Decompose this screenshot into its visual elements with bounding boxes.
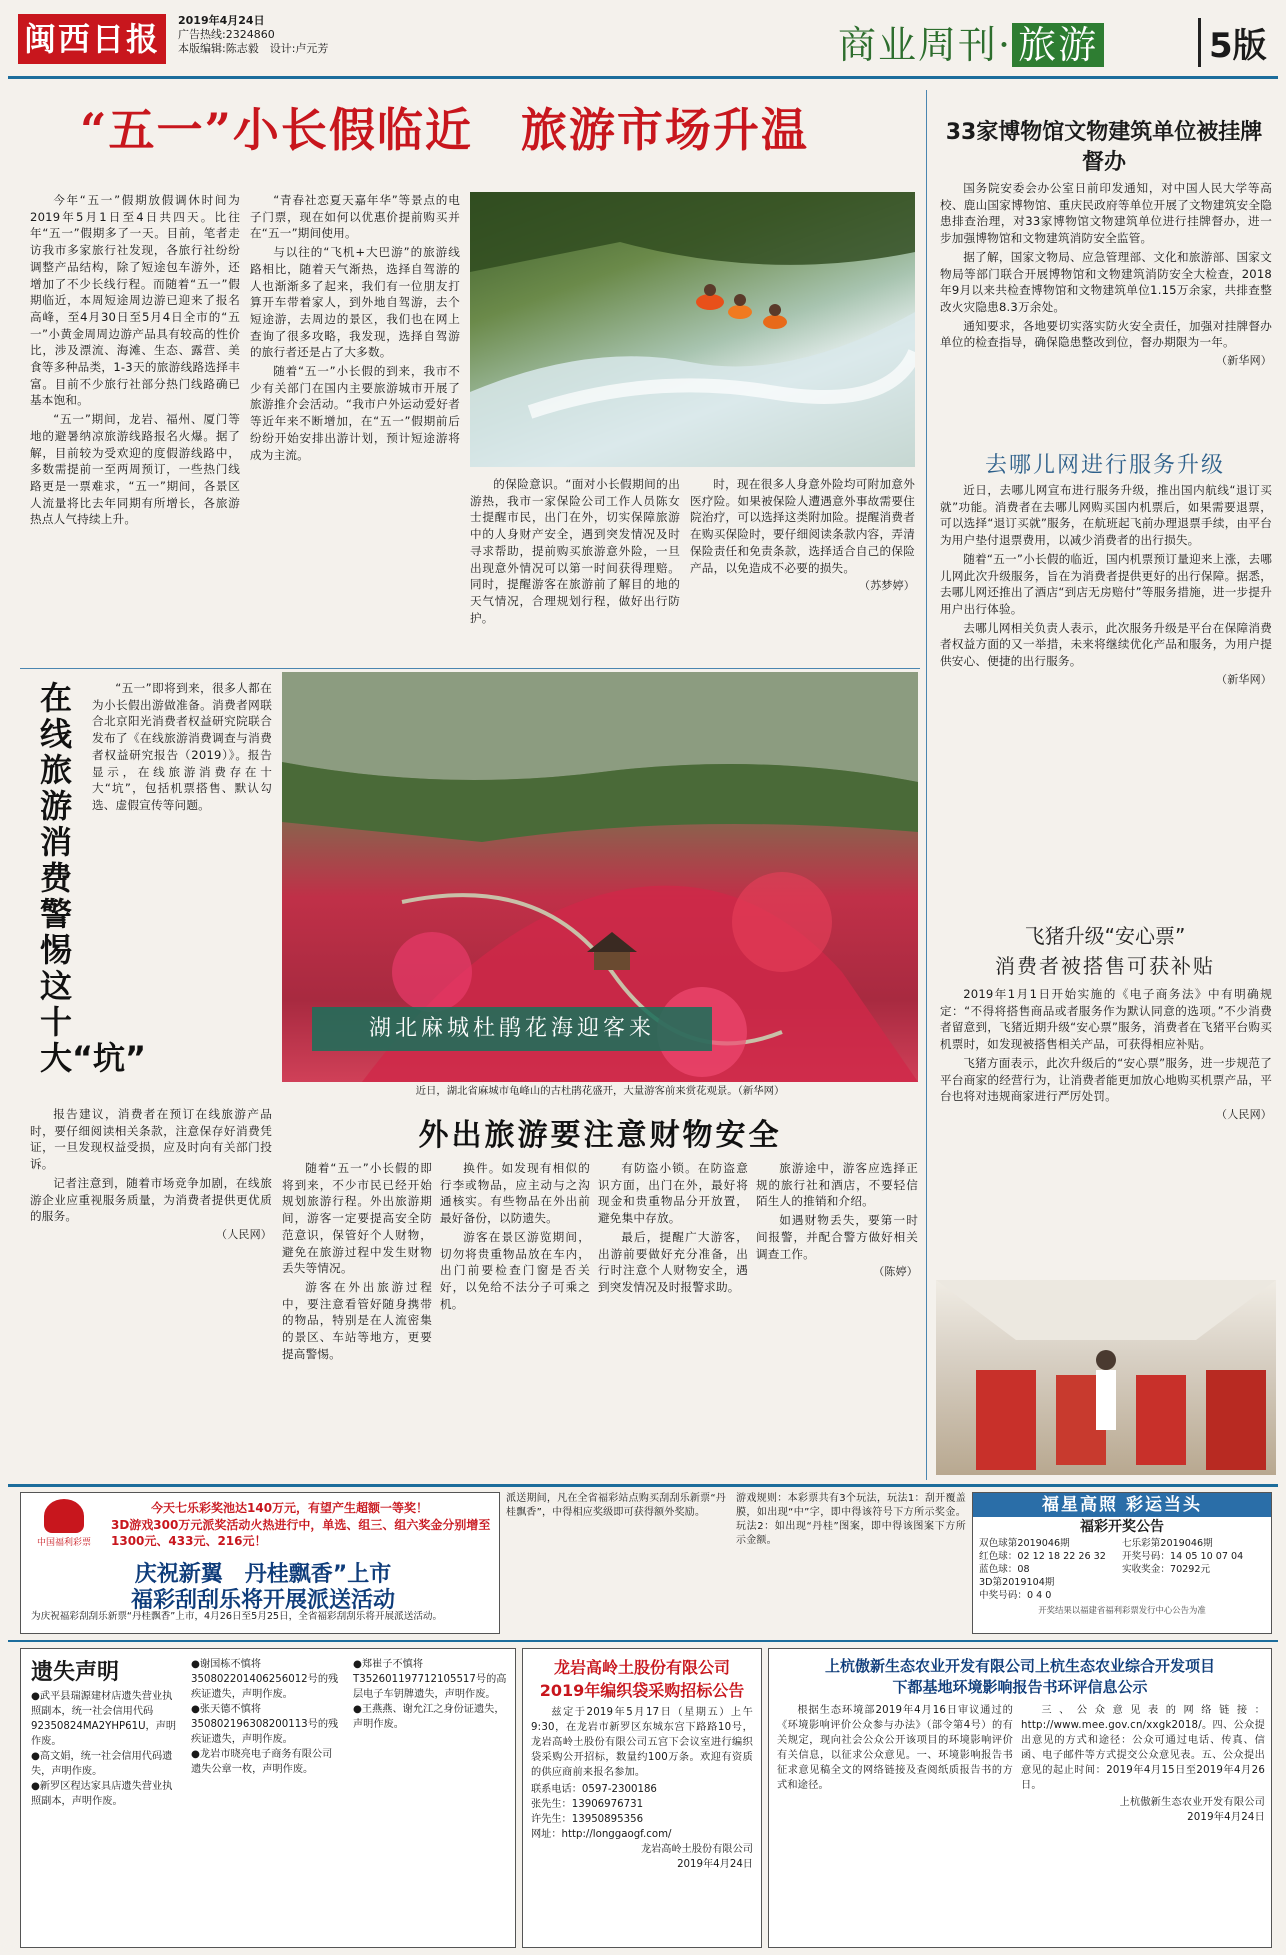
bid-body: 兹定于2019年5月17日（星期五）上午9:30，在龙岩市新罗区东城东宫下路路10号，龙岩高岭土股份有限公司五宫下会议室进行编织袋采购公开招标，数量约100万条。欢迎有资质的供应商前来报名参加。 <box>531 1707 753 1778</box>
rafting-illustration <box>470 192 915 467</box>
paragraph: 的保险意识。“面对小长假期间的出游热，我市一家保险公司工作人员陈女士提醒市民，出门在外，切实保障旅游中的人身财产安全，遇到突发情况及时寻求帮助，提前购买旅游意外险，一旦出现意外情况可以第一时间获得理赔。同时，提醒游客在旅游前了解目的地的天气情况，合理规划行程，做好出行防护。 <box>470 477 680 625</box>
lost-item: ●高文娟，统一社会信用代码遗失，声明作废。 <box>31 1751 173 1777</box>
bid-contact: 联系电话：0597-2300186 <box>531 1784 657 1795</box>
museum-article-body <box>940 180 1272 430</box>
paragraph: 与以往的“飞机+大巴游”的旅游线路相比，随着天气渐热，选择自驾游的人也渐渐多了起来，我们有一位朋友打算开车带着家人，到外地自驾游，去个短途游，去周边的景区，我们也在网上查询了很多攻略，我发现，选择自驾游的旅行者还是占了大多数。 <box>250 245 460 360</box>
safety-headline: 外出旅游要注意财物安全 <box>418 1118 782 1153</box>
paragraph: 换件。如发现有相似的行李或物品，应主动与之沟通核实。有些物品在外出前最好备份，以防遗失。 <box>440 1161 590 1226</box>
welfare-note: 为庆祝福彩刮刮乐新票“丹桂飘香”上市，4月26日至5月25日，全省福彩刮刮乐将开展派送活动。 <box>31 1611 443 1622</box>
paragraph: 随着“五一”小长假的到来，我市不少有关部门在国内主要旅游城市开展了旅游推介会活动。“我市户外运动爱好者等近年来不断增加，在“五一”假期前后纷纷开始安排出游计划，预计短途游将成为主流。 <box>250 364 460 462</box>
lottery-row: 红色球：02 12 18 22 26 32 <box>979 1551 1106 1562</box>
lottery-results <box>972 1492 1272 1634</box>
lottery-footer: 开奖结果以福建省福利彩票发行中心公告为准 <box>1038 1605 1206 1615</box>
paragraph: 如遇财物丢失，要第一时间报警，并配合警方做好相关调查工作。 <box>756 1213 918 1261</box>
bid-contact: 许先生：13950895356 <box>531 1814 644 1825</box>
bid-contact: 张先生：13906976731 <box>531 1799 644 1810</box>
paragraph: 国务院安委会办公室日前印发通知，对中国人民大学等高校、鹿山国家博物馆、重庆民政府等单位开展了文物建筑安全隐患排查治理，对33家博物馆文物建筑单位进行挂牌督办，进一步加强博物馆和文物建筑消防安全监管。 <box>940 181 1272 246</box>
lost-item: ●新罗区程达家具店遗失营业执照副本，声明作废。 <box>31 1781 173 1807</box>
paragraph: “五一”期间，龙岩、福州、厦门等地的避暑纳凉旅游线路报名火爆。据了解，目前较为受欢迎的度假游线路中，多数需提前一至两周预订，一些热门线路更是一票难求，“五一”期间，各景区人流量将比去年同期有所增长，各旅游热点人气持续上升。 <box>30 412 240 527</box>
page-number: 5版 <box>1198 18 1267 67</box>
welfare-slogan: 今天七乐彩奖池达140万元，有望产生超额一等奖！ <box>151 1501 429 1515</box>
paragraph: 最后，提醒广大游客，出游前要做好充分准备，出行时注意个人财物安全，遇到突发情况及时报警求助。 <box>598 1229 748 1294</box>
env-body-2: 三、公众意见表的网络链接：http://www.mee.gov.cn/xxgk2018/。四、公众提出意见的方式和途径：公众可通过电话、传真、信函、电子邮件等方式提交公众意见表。五、公众提出意见的起止时间：2019年4月15日至2019年4月26日。 <box>1021 1705 1265 1791</box>
investigation-body <box>92 680 272 1100</box>
newspaper-logo: 闽西日报 <box>18 14 166 64</box>
lost-item: ●龙岩市晓亮电子商务有限公司遗失公章一枚，声明作废。 <box>191 1749 333 1775</box>
paragraph: 飞猪方面表示，此次升级后的“安心票”服务，进一步规范了平台商家的经营行为，让消费者能更加放心地购买机票产品，平台也将对违规商家进行严厉处罚。 <box>940 1055 1272 1104</box>
subsection-name: 旅游 <box>1012 23 1104 67</box>
lead-headline: “五一”小长假临近 旅游市场升温 <box>80 103 809 157</box>
paragraph: 近日，去哪儿网宣布进行服务升级，推出国内航线“退订买就”功能。消费者在去哪儿网购买国内机票后，如果需要退票，可以选择“退订买就”服务，在航班起飞前办理退票手续，由平台为用户垫付退票费用，以减少消费者的出行损失。 <box>940 483 1272 548</box>
bid-signature: 龙岩高岭土股份有限公司 <box>640 1844 753 1855</box>
azalea-subcaption: 近日，湖北省麻城市龟峰山的古杜鹃花盛开，大量游客前来赏花观景。（新华网） <box>415 1085 785 1097</box>
paragraph: “五一”即将到来，很多人都在为小长假出游做准备。消费者网联合北京阳光消费者权益研究院联合发布了《在线旅游消费调查与消费者权益研究报告（2019）》。报告显示，在线旅游消费存在十大“坑”，包括机票搭售、默认勾选、虚假宣传等问题。 <box>92 681 272 812</box>
welfare-logo-icon <box>44 1499 84 1533</box>
bid-title-1: 龙岩高岭土股份有限公司 <box>553 1658 730 1677</box>
welfare-title-1: 庆祝新翼 丹桂飘香”上市 <box>134 1562 392 1587</box>
env-title-2: 下都基地环境影响报告书环评信息公示 <box>892 1678 1148 1696</box>
byline: （苏梦婷） <box>859 579 915 593</box>
paragraph: 时，现在很多人身意外险均可附加意外医疗险。如果被保险人遭遇意外事故需要住院治疗，可以选择这类附加险。提醒消费者在购买保险时，要仔细阅读条款内容，弄清保险责任和免责条款，选择适合自己的保险产品，以免造成不必要的损失。 <box>690 477 915 575</box>
ad-license: 广告热线:2324860 <box>178 28 275 41</box>
welfare-logo-text: 中国福利彩票 <box>36 1538 91 1548</box>
lottery-row: 七乐彩第2019046期 <box>1122 1538 1213 1549</box>
investigation-headline: 在线旅游消费警惕这十大“坑” <box>40 679 147 1077</box>
lottery-row: 实收奖金：70292元 <box>1122 1564 1211 1575</box>
issue-date: 2019年4月24日 <box>178 14 265 27</box>
lottery-row: 开奖号码：14 05 10 07 04 <box>1122 1551 1244 1562</box>
welfare-detail-2: 游戏规则：本彩票共有3个玩法，玩法1：刮开覆盖膜，如出现“中”字，即中得该符号下方所示奖金。玩法2：如出现“丹桂”图案，即中得该图案下方所示金额。 <box>736 1493 966 1546</box>
paragraph: 游客在外出旅游过程中，要注意看管好随身携带的物品，特别是在人流密集的景区、车站等地方，更要提高警惕。 <box>282 1279 432 1361</box>
lead-article-col2 <box>250 192 460 660</box>
lost-title: 遗失声明 <box>31 1660 120 1685</box>
lost-item: ●王燕燕、谢允江之身份证遗失，声明作废。 <box>353 1704 505 1730</box>
editor-credit: 本版编辑:陈志毅 设计:卢元芳 <box>178 42 329 55</box>
lost-item: ●张天德不慎将350802196308200113号的残疾证遗失，声明作废。 <box>191 1704 339 1745</box>
lottery-row: 3D第2019104期 <box>979 1577 1055 1588</box>
welfare-title-2: 福彩刮刮乐将开展派送活动 <box>130 1588 395 1613</box>
lost-notices <box>20 1648 516 1948</box>
bid-website-link[interactable]: 网址：http://longgaogf.com/ <box>531 1829 672 1840</box>
byline: （陈婷） <box>873 1265 918 1279</box>
azalea-photo <box>282 672 918 1082</box>
env-date: 2019年4月24日 <box>1187 1812 1265 1823</box>
cabin-illustration <box>936 1280 1276 1475</box>
lottery-title: 福彩开奖公告 <box>1080 1519 1164 1535</box>
safety-col2 <box>440 1160 590 1476</box>
rafting-photo <box>470 192 915 467</box>
section-name: 商业周刊 <box>838 23 999 67</box>
lead-article-col4 <box>690 476 915 660</box>
byline: （新华网） <box>1216 672 1272 686</box>
fliggy-headline-1: 飞猪升级“安心票” <box>1024 924 1186 948</box>
env-body: 根据生态环境部2019年4月16日审议通过的《环境影响评价公众参与办法》（部令第4号）的有关规定，现向社会公众公开该项目的环境影响评价有关信息，以征求公众意见。一、环境影响报告书征求意见稿全文的网络链接及查阅纸质报告书的方式和途径。 <box>777 1705 1013 1791</box>
investigation-body-lower <box>30 1106 272 1476</box>
byline: （人民网） <box>1216 1107 1272 1121</box>
env-notice <box>768 1648 1272 1948</box>
env-signature: 上杭傲新生态农业开发有限公司 <box>1119 1797 1265 1808</box>
byline: （新华网） <box>1216 354 1272 368</box>
qunar-headline: 去哪儿网进行服务升级 <box>984 453 1225 478</box>
paragraph: “青春社恋夏天嘉年华”等景点的电子门票，现在如何以优惠价提前购买并在“五一”期间使用。 <box>250 193 460 241</box>
paragraph: 记者注意到，随着市场竞争加剧，在线旅游企业应重视服务质量，为消费者提供更优质的服务。 <box>30 1175 272 1224</box>
paragraph: 随着“五一”小长假的临近，国内机票预订量迎来上涨，去哪儿网此次升级服务，旨在为消费者提供更好的出行保障。据悉，去哪儿网还推出了酒店“到店无房赔付”等服务措施，进一步提升用户出行体验。 <box>940 551 1272 616</box>
lottery-banner: 福星高照 彩运当头 <box>973 1493 1271 1517</box>
env-title-1: 上杭傲新生态农业开发有限公司上杭生态农业综合开发项目 <box>824 1657 1215 1675</box>
safety-col3 <box>598 1160 748 1476</box>
safety-col1 <box>282 1160 432 1476</box>
safety-col4 <box>756 1160 918 1476</box>
bid-title-2: 2019年编织袋采购招标公告 <box>539 1681 745 1700</box>
bid-notice <box>522 1648 762 1948</box>
lottery-row: 蓝色球：08 <box>979 1564 1030 1575</box>
paragraph: 报告建议，消费者在预订在线旅游产品时，要仔细阅读相关条款，注意保存好消费凭证，一旦发现权益受损，应及时向有关部门投诉。 <box>30 1107 272 1172</box>
section-title: 商业周刊· 旅游 <box>838 14 1104 69</box>
paragraph: 去哪儿网相关负责人表示，此次服务升级是平台在保障消费者权益方面的又一举措，未来将继续优化产品和服务，为用户提供安心、便捷的出行服务。 <box>940 620 1272 669</box>
masthead <box>8 8 1278 72</box>
lost-item: ●武平县瑞源建材店遗失营业执照副本，统一社会信用代码92350824MA2YHP61U，声明作废。 <box>31 1691 177 1747</box>
paragraph: 旅游途中，游客应选择正规的旅行社和酒店，不要轻信陌生人的推销和介绍。 <box>756 1161 918 1209</box>
lead-article-body <box>30 192 240 660</box>
lost-item: ●郑崔子不慎将T352601197712105517号的高层电子车钥牌遗失，声明作废。 <box>353 1659 507 1700</box>
welfare-logo <box>29 1499 99 1557</box>
qunar-article-body <box>940 482 1272 892</box>
welfare-promo: 3D游戏300万元派奖活动火热进行中，单选、组三、组六奖金分别增至1300元、433元、216元！ <box>111 1518 491 1548</box>
lead-article-col3 <box>470 476 680 660</box>
fliggy-headline-2: 消费者被搭售可获补贴 <box>995 954 1215 978</box>
paragraph: 通知要求，各地要切实落实防火安全责任，加强对挂牌督办单位的检查指导，确保隐患整改到位，督办期限为一年。 <box>940 318 1272 350</box>
paragraph: 随着“五一”小长假的即将到来，不少市民已经开始规划旅游行程。外出旅游期间，游客一定要提高安全防范意识，保管好个人财物，避免在旅游过程中发生财物丢失等情况。 <box>282 1161 432 1276</box>
airplane-cabin-photo <box>936 1280 1276 1475</box>
fliggy-article-body <box>940 986 1272 1266</box>
paragraph: 游客在景区游览期间，切勿将贵重物品放在车内，出门前要检查门窗是否关好，以免给不法分子可乘之机。 <box>440 1229 590 1311</box>
paragraph: 今年“五一”假期放假调休时间为2019年5月1日至4日共四天。比往年“五一”假期多了一天。目前，笔者走访我市多家旅行社发现，各旅行社纷纷调整产品结构，除了短途包车游外，还增加了不少长线行程。而随着“五一”假期临近，本周短途周边游已迎来了报名高峰，至4月30日至5月4日全市的“五一”小黄金周周边游产品具有较高的性价比，涉及漂流、海滩、生态、露营、美食等多种品类，1-3天的旅游线路选择丰富。目前不少旅行社部分热门线路确已基本饱和。 <box>30 193 240 408</box>
paragraph: 2019年1月1日开始实施的《电子商务法》中有明确规定：“不得将搭售商品或者服务作为默认同意的选项。”不少消费者留意到，飞猪近期升级“安心票”服务，消费者在飞猪平台购买机票时，如发现被搭售相关产品，可获得相应补贴。 <box>940 987 1272 1052</box>
azalea-caption: 湖北麻城杜鹃花海迎客来 <box>312 1007 712 1051</box>
lost-item: ●谢国栋不慎将350802201406256012号的残疾证遗失，声明作废。 <box>191 1659 339 1700</box>
lottery-row: 双色球第2019046期 <box>979 1538 1070 1549</box>
byline: （人民网） <box>216 1227 272 1241</box>
lottery-row: 中奖号码：0 4 0 <box>979 1590 1052 1601</box>
bid-date: 2019年4月24日 <box>677 1859 753 1870</box>
welfare-detail-1: 派送期间，凡在全省福彩站点购买刮刮乐新票“丹桂飘香”，中得相应奖级即可获得额外奖励。 <box>506 1493 726 1518</box>
paragraph: 有防盗小锁。在防盗意识方面，出门在外，最好将现金和贵重物品分开放置，避免集中存放。 <box>598 1161 748 1226</box>
welfare-lottery-ad <box>20 1492 500 1634</box>
museum-headline: 33家博物馆文物建筑单位被挂牌督办 <box>945 120 1263 175</box>
paragraph: 据了解，国家文物局、应急管理部、文化和旅游部、国家文物局等部门联合开展博物馆和文物建筑消防安全大检查，2018年9月以来共检查博物馆和文物建筑单位1.15万余家，共排查整改火灾隐患8.3万余处。 <box>940 249 1272 314</box>
